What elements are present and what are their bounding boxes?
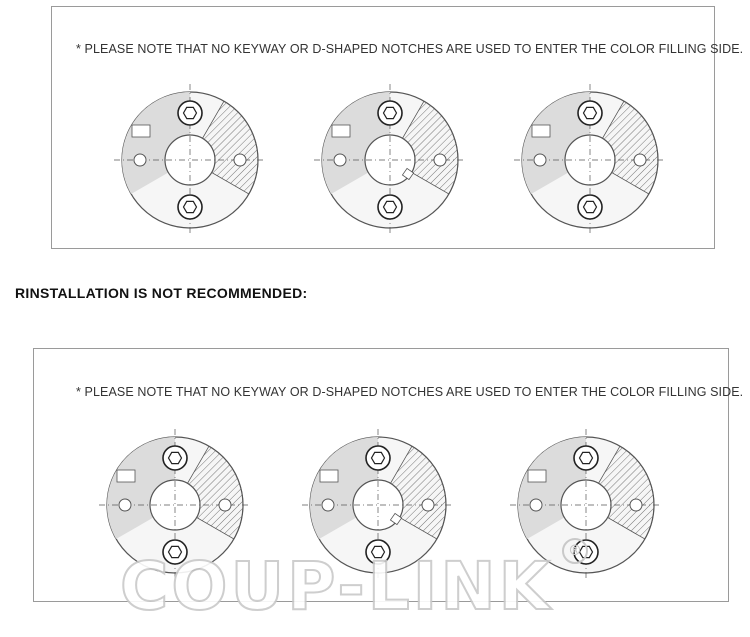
flange-diagram-top-1 xyxy=(110,80,270,240)
side-pin xyxy=(630,499,642,511)
screw-head xyxy=(366,446,390,470)
side-pin xyxy=(634,154,646,166)
flange-diagram-top-2 xyxy=(310,80,470,240)
side-pin xyxy=(534,154,546,166)
screw-head xyxy=(178,101,202,125)
registered-mark: ® xyxy=(562,538,588,564)
side-pin xyxy=(134,154,146,166)
screw-head xyxy=(578,195,602,219)
label-slot xyxy=(117,470,135,482)
top-panel-note: * PLEASE NOTE THAT NO KEYWAY OR D-SHAPED NOTCHES ARE USED TO ENTER THE COLOR FILLING SIDE. xyxy=(76,42,744,56)
side-pin xyxy=(234,154,246,166)
label-slot xyxy=(532,125,550,137)
side-pin xyxy=(334,154,346,166)
section-heading: RINSTALLATION IS NOT RECOMMENDED: xyxy=(15,285,308,301)
screw-head xyxy=(378,195,402,219)
label-slot xyxy=(528,470,546,482)
side-pin xyxy=(530,499,542,511)
screw-head xyxy=(574,446,598,470)
label-slot xyxy=(132,125,150,137)
side-pin xyxy=(322,499,334,511)
bottom-panel-note: * PLEASE NOTE THAT NO KEYWAY OR D-SHAPED NOTCHES ARE USED TO ENTER THE COLOR FILLING SIDE. xyxy=(76,385,744,399)
screw-head xyxy=(163,446,187,470)
screw-head xyxy=(378,101,402,125)
side-pin xyxy=(119,499,131,511)
side-pin xyxy=(434,154,446,166)
watermark-text: COUP-LINK xyxy=(120,548,553,625)
screw-head xyxy=(578,101,602,125)
side-pin xyxy=(219,499,231,511)
side-pin xyxy=(422,499,434,511)
flange-diagram-top-3 xyxy=(510,80,670,240)
label-slot xyxy=(332,125,350,137)
screw-head xyxy=(178,195,202,219)
label-slot xyxy=(320,470,338,482)
